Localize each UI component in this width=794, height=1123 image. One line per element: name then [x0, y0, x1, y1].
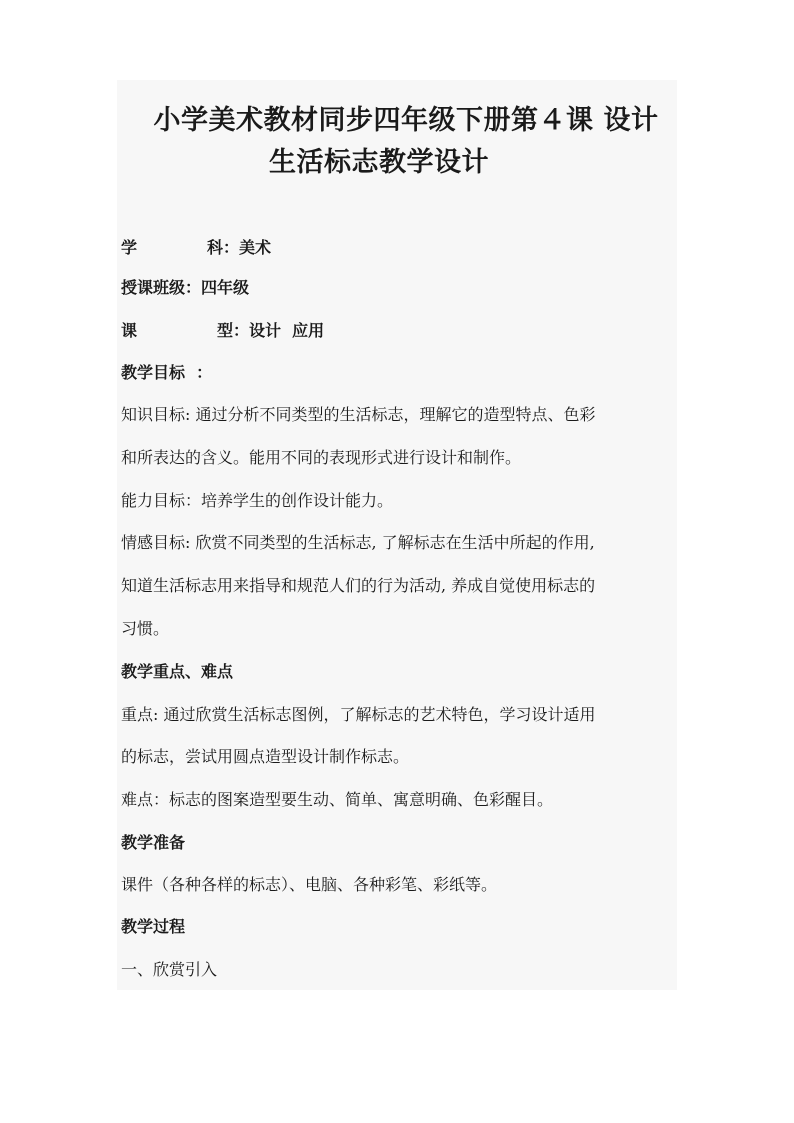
document-page	[117, 80, 677, 990]
document-title	[117, 100, 677, 184]
type-value: 设计 应用	[249, 321, 325, 340]
subject-value: 美术	[239, 238, 272, 257]
key-point-line-2: 的标志，尝试用圆点造型设计制作标志。	[121, 747, 410, 766]
preparation-heading: 教学准备	[121, 833, 186, 852]
emotion-goal-line-2: 知道生活标志用来指导和规范人们的行为活动, 养成自觉使用标志的	[121, 576, 596, 595]
title-line-1: 小学美术教材同步四年级下册第４课 设计	[153, 105, 659, 136]
type-field	[121, 321, 324, 341]
ability-text: 培养学生的创作设计能力。	[201, 491, 394, 510]
subject-label-a: 学	[121, 238, 138, 257]
key-points-heading: 教学重点、难点	[121, 662, 234, 681]
class-label: 授课班级：	[121, 278, 202, 297]
title-line-2: 生活标志教学设计	[269, 147, 489, 178]
ability-goal	[121, 491, 393, 511]
knowledge-goal-line-2: 和所表达的含义。能用不同的表现形式进行设计和制作。	[121, 448, 522, 467]
process-heading: 教学过程	[121, 917, 186, 936]
class-value: 四年级	[201, 278, 250, 297]
goals-heading: 教学目标 ：	[121, 363, 213, 382]
emotion-text-1: 欣赏不同类型的生活标志, 了解标志在生活中所起的作用,	[190, 533, 595, 552]
subject-field	[121, 238, 271, 258]
class-field	[121, 278, 249, 298]
key-point-line-1: 重点: 通过欣赏生活标志图例，了解标志的艺术特色，学习设计适用	[121, 705, 596, 724]
emotion-goal-line-1	[121, 533, 595, 553]
preparation-text: 课件（各种各样的标志）、电脑、各种彩笔、彩纸等。	[121, 875, 498, 894]
ability-label: 能力目标：	[121, 491, 202, 510]
knowledge-text-1: 通过分析不同类型的生活标志，理解它的造型特点、色彩	[190, 405, 596, 424]
difficulty-line: 难点：标志的图案造型要生动、简单、寓意明确、色彩醒目。	[121, 790, 554, 809]
emotion-label: 情感目标:	[121, 533, 191, 552]
type-label-b: 型：	[217, 321, 250, 340]
subject-label-b: 科：	[207, 238, 240, 257]
knowledge-goal-line-1	[121, 405, 596, 425]
emotion-goal-line-3: 习惯。	[121, 619, 170, 638]
process-step-1: 一、欣赏引入	[121, 960, 218, 979]
type-label-a: 课	[121, 321, 138, 340]
knowledge-label: 知识目标:	[121, 405, 191, 424]
